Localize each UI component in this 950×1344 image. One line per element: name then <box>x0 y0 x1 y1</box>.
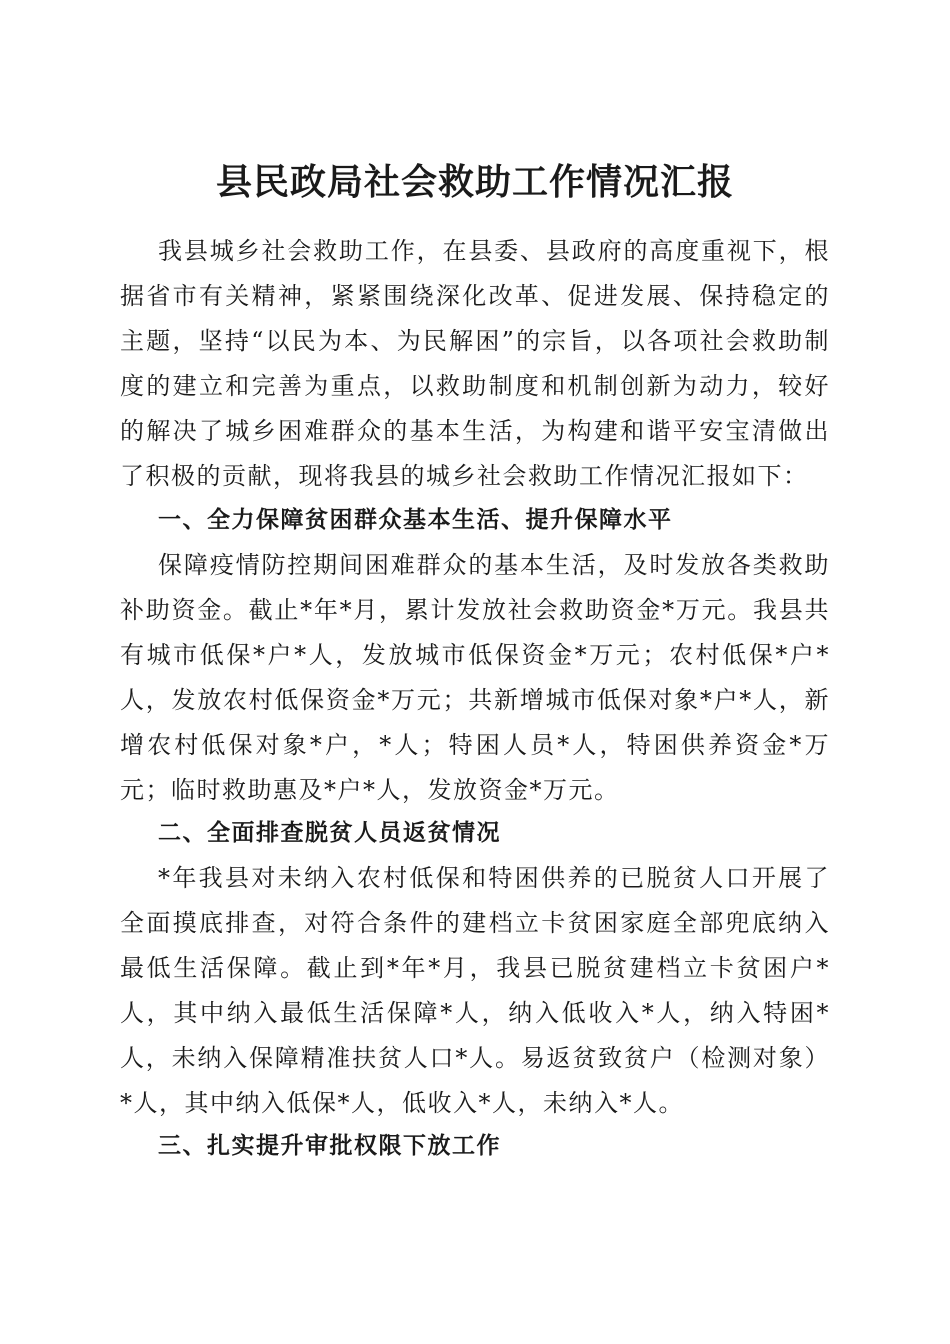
intro-paragraph-block <box>120 229 830 499</box>
document-title: 县民政局社会救助工作情况汇报 <box>215 161 734 204</box>
section-body-1: 保障疫情防控期间困难群众的基本生活，及时发放各类救助补助资金。截止*年*月，累计发放社会救助资金*万元。我县共有城市低保*户*人，发放城市低保资金*万元；农村低保*户*人，发放农村低保资金*万元；共新增城市低保对象*户*人，新增农村低保对象*户，*人；特困人员*人，特困供养资金*万元；临时救助惠及*户*人，发放资金*万元。 <box>120 551 830 804</box>
section-2-heading-block <box>120 811 830 856</box>
section-2-body-block <box>120 856 830 1126</box>
section-3-heading-block <box>120 1124 830 1169</box>
section-heading-3: 三、扎实提升审批权限下放工作 <box>158 1133 501 1159</box>
section-1-heading-block <box>120 498 830 543</box>
intro-paragraph: 我县城乡社会救助工作，在县委、县政府的高度重视下，根据省市有关精神，紧紧围绕深化改革、促进发展、保持稳定的主题，坚持“以民为本、为民解困”的宗旨，以各项社会救助制度的建立和完善为重点，以救助制度和机制创新为动力，较好的解决了城乡困难群众的基本生活，为构建和谐平安宝清做出了积极的贡献，现将我县的城乡社会救助工作情况汇报如下： <box>120 237 830 490</box>
section-1-body-block <box>120 543 830 813</box>
section-heading-2: 二、全面排查脱贫人员返贫情况 <box>158 820 501 846</box>
section-heading-1: 一、全力保障贫困群众基本生活、提升保障水平 <box>158 507 673 533</box>
section-body-2: *年我县对未纳入农村低保和特困供养的已脱贫人口开展了全面摸底排查，对符合条件的建档立卡贫困家庭全部兜底纳入最低生活保障。截止到*年*月，我县已脱贫建档立卡贫困户*人，其中纳入最低生活保障*人，纳入低收入*人，纳入特困*人，未纳入保障精准扶贫人口*人。易返贫致贫户（检测对象）*人，其中纳入低保*人，低收入*人，未纳入*人。 <box>120 864 830 1117</box>
